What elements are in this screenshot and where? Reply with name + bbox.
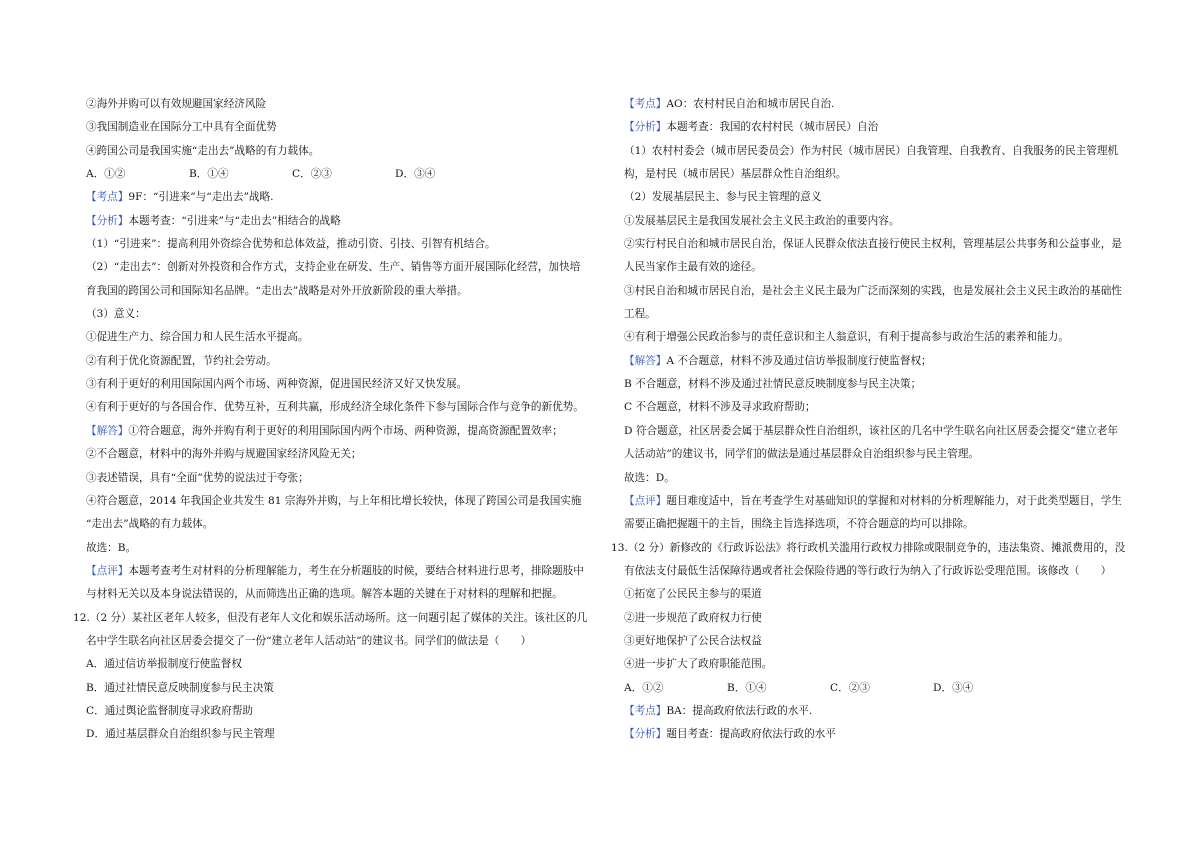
text-line: B．通过社情民意反映制度参与民主决策 (86, 681, 274, 694)
text-line: ③表述错误，具有“全面”优势的说法过于夸张； (86, 471, 309, 484)
text-line: ③村民自治和城市居民自治，是社会主义民主最为广泛而深刻的实践，也是发展社会主义民主政治的基础性 (624, 284, 1122, 297)
left-column (73, 93, 596, 747)
line-text: 本题考查考生对材料的分析理解能力，考生在分析题肢的时候，要结合材料进行思考，排除题肢中 (128, 564, 584, 577)
text-line: 工程。 (624, 308, 656, 321)
text-line: 有依法支付最低生活保障待遇或者社会保险待遇的等行政行为纳入了行政诉讼受理范围。该修改（ ） (624, 564, 1112, 577)
text-line: ④有利于更好的与各国合作、优势互补，互利共赢，形成经济全球化条件下参与国际合作与竞争的新优势。 (86, 401, 584, 414)
answer-options (624, 677, 1134, 700)
text-line: ③更好地保护了公民合法权益 (624, 634, 762, 647)
text-line: ④有利于增强公民政治参与的责任意识和主人翁意识，有利于提高参与政治生活的素养和能力。 (624, 331, 1069, 344)
line-text: A 不合题意，材料不涉及通过信访举报制度行使监督权； (666, 354, 932, 367)
text-line: （1）农村村委会（城市居民委员会）作为村民（城市居民）自我管理、自我教育、自我服务的民主管理机 (624, 144, 1119, 157)
text-line: “走出去”战略的有力载体。 (86, 518, 214, 531)
text-line: （1）“引进来”：提高利用外资综合优势和总体效益，推动引资、引技、引智有机结合。 (86, 238, 496, 251)
section-tag: 【分析】 (624, 728, 667, 741)
text-line: A．通过信访举报制度行使监督权 (86, 658, 242, 671)
line-text: 本题考查：我国的农村村民（城市居民）自治 (666, 121, 879, 134)
text-line: ①促进生产力、综合国力和人民生活水平提高。 (86, 331, 309, 344)
section-tag: 【点评】 (86, 564, 129, 577)
annotated-line (86, 560, 596, 583)
section-tag: 【考点】 (624, 98, 667, 110)
annotated-line (86, 420, 596, 443)
answer-options (86, 163, 596, 186)
text-line: （2）“走出去”：创新对外投资和合作方式，支持企业在研发、生产、销售等方面开展国际化经营，加快培 (86, 261, 581, 274)
annotated-line (624, 490, 1134, 513)
text-line: ④符合题意，2014 年我国企业共发生 81 宗海外并购，与上年相比增长较快，体现了跨国公司是我国实施 (86, 494, 582, 507)
answer-option: A．①② (86, 168, 126, 181)
right-column (611, 93, 1134, 747)
text-line: 育我国的跨国公司和国际知名品牌。“走出去”战略是对外开放新阶段的重大举措。 (86, 284, 468, 297)
text-line: ②实行村民自治和城市居民自治，保证人民群众依法直接行使民主权利，管理基层公共事务和公益事业，是 (624, 238, 1122, 251)
line-text: 9F：“引进来”与“走出去”战略. (128, 191, 274, 204)
text-line: ①拓宽了公民民主参与的渠道 (624, 588, 762, 601)
answer-option: B．①④ (727, 681, 767, 694)
text-line: 人民当家作主最有效的途径。 (624, 261, 762, 274)
text-line: ①发展基层民主是我国发展社会主义民主政治的重要内容。 (624, 214, 900, 227)
text-line: B 不合题意，材料不涉及通过社情民意反映制度参与民主决策； (624, 378, 922, 391)
section-tag: 【分析】 (624, 121, 667, 134)
text-line: ②海外并购可以有效规避国家经济风险 (86, 98, 267, 110)
text-line: D 符合题意，社区居委会属于基层群众性自治组织，该社区的几名中学生联名向社区居委会提交“建立老年 (624, 424, 1118, 437)
annotated-line (86, 186, 596, 209)
answer-option: A．①② (624, 681, 664, 694)
text-line: 需要正确把握题干的主旨，围绕主旨选择选项，不符合题意的均可以排除。 (624, 518, 974, 531)
annotated-line (624, 93, 1134, 116)
text-line: ③我国制造业在国际分工中具有全面优势 (86, 121, 277, 134)
section-tag: 【解答】 (624, 354, 667, 367)
question-stem: 13.（2 分）新修改的《行政诉讼法》将行政机关滥用行政权力排除或限制竞争的，违法集资、摊派费用的，没 (611, 541, 1126, 554)
text-line: 构，是村民（城市居民）基层群众性自治组织。 (624, 168, 847, 181)
annotated-line (86, 210, 596, 233)
answer-option: D．③④ (395, 168, 436, 181)
line-text: AO：农村村民自治和城市居民自治. (666, 98, 835, 110)
text-line: 故选：B。 (86, 541, 137, 554)
text-line: C 不合题意，材料不涉及寻求政府帮助； (624, 401, 816, 414)
text-line: 与材料无关以及本身说法错误的，从而筛选出正确的选项。解答本题的关键在于对材料的理解和把握。 (86, 588, 563, 601)
annotated-line (624, 350, 1134, 373)
section-tag: 【解答】 (86, 424, 129, 437)
text-line: （2）发展基层民主、参与民主管理的意义 (624, 191, 822, 204)
answer-option: D．③④ (933, 681, 974, 694)
question-stem: 12.（2 分）某社区老年人较多，但没有老年人文化和娱乐活动场所。这一问题引起了媒体的关注。该社区的几 (73, 611, 588, 624)
section-tag: 【考点】 (624, 704, 667, 717)
line-text: 题目考查：提高政府依法行政的水平 (666, 728, 836, 741)
answer-option: C．②③ (830, 681, 870, 694)
text-line: D．通过基层群众自治组织参与民主管理 (86, 728, 275, 741)
answer-option: B．①④ (189, 168, 229, 181)
line-text: 本题考查：“引进来”与“走出去”相结合的战略 (128, 214, 341, 227)
text-line: 故选：D。 (624, 471, 675, 484)
text-line: 人活动站”的建议书，同学们的做法是通过基层群众自治组织参与民主管理。 (624, 448, 980, 461)
text-line: 名中学生联名向社区居委会提交了一份“建立老年人活动站”的建议书。同学们的做法是（ ） (86, 634, 532, 647)
text-line: ④跨国公司是我国实施“走出去”战略的有力载体。 (86, 144, 320, 157)
line-text: BA：提高政府依法行政的水平. (666, 704, 813, 717)
text-line: ②进一步规范了政府权力行使 (624, 611, 762, 624)
annotated-line (624, 116, 1134, 139)
line-text: ①符合题意，海外并购有利于更好的利用国际国内两个市场、两种资源，提高资源配置效率； (128, 424, 563, 437)
text-line: ②不合题意，材料中的海外并购与规避国家经济风险无关； (86, 448, 362, 461)
annotated-line (624, 723, 1134, 746)
line-text: 题目难度适中，旨在考查学生对基础知识的掌握和对材料的分析理解能力，对于此类型题目，学生 (666, 494, 1122, 507)
text-line: ③有利于更好的利用国际国内两个市场、两种资源，促进国民经济又好又快发展。 (86, 378, 468, 391)
section-tag: 【考点】 (86, 191, 129, 204)
annotated-line (624, 700, 1134, 723)
text-line: （3）意义： (86, 308, 146, 321)
answer-option: C．②③ (292, 168, 332, 181)
text-line: ④进一步扩大了政府职能范围。 (624, 658, 773, 671)
text-line: ②有利于优化资源配置，节约社会劳动。 (86, 354, 277, 367)
text-line: C．通过舆论监督制度寻求政府帮助 (86, 704, 254, 717)
section-tag: 【分析】 (86, 214, 129, 227)
section-tag: 【点评】 (624, 494, 667, 507)
